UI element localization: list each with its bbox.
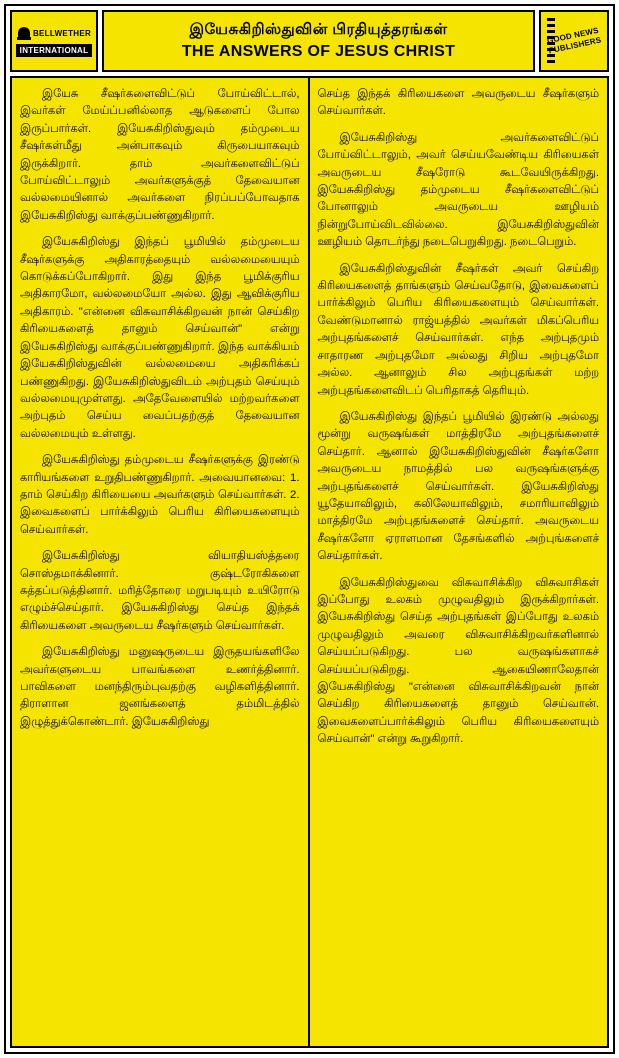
paragraph: இயேசுகிறிஸ்து வியாதியஸ்த்தரை சொஸ்தமாக்கினார். குஷ்டரோகிகளை சுத்தப்படுத்தினார். மரித்தோரை மறுபடியும் உயிரோடு எழும்ச்செய்தார். இயேசுகிறிஸ்து செய்த இந்தக் கிரியைகளை அவருடைய சீஷர்களும் செய்வார்கள். [20,550,300,632]
paragraph: செய்த இந்தக் கிரியைகளை அவருடைய சீஷர்களும் செய்வார்கள். [317,88,599,118]
title-english: THE ANSWERS OF JESUS CHRIST [181,43,456,60]
logo-line2: INTERNATIONAL [16,44,93,57]
document-frame [4,4,615,1054]
paragraph: இயேசுகிறிஸ்து மனுஷருடைய இருதயங்களிலே அவர்களுடைய பாவங்களை உணர்த்தினார். பாவிகளை மனந்திரும்புவதற்கு வழிகளித்தினார். திராளான ஜனங்களைத் தம்மிடத்தில் இழுத்துக்கொண்டார். இயேசுகிறிஸ்து [20,646,300,728]
logo-line1: BELLWETHER [32,28,92,38]
article-body [10,76,609,1048]
paragraph: இயேசுகிறிஸ்து அவர்களைவிட்டுப் போய்விட்டாலும், அவர் செய்யவேண்டிய கிரியைகள் அவருடைய சீஷரோடு கூடவேயிருக்கிறது. இயேசுகிறிஸ்து தம்முடைய சீஷர்களைவிட்டுப் போனாலும் அவருடைய ஊழியம் நின்றுபோய்விடவில்லை. இயேசுகிறிஸ்துவின் ஊழியம் தொடர்ந்து நடைபெறுகிறது. நடைபெறும். [317,131,599,249]
right-column [310,78,608,1046]
paragraph: இயேசுகிறிஸ்துவின் சீஷர்கள் அவர் செய்கிற கிரியைகளைத் தாங்களும் செய்வதோடு, இவைகளைப் பார்க்கிலும் பெரிய கிரியைகளையும் செய்வார்கள். வேண்டுமானால் ராஜ்யத்தில் அவர்கள் மிகப்பெரிய அற்புதங்களைச் செய்வார்கள். எந்த அற்புதமும் சாதாரண அற்புதமோ அல்லது சிறிய அற்புதமோ அல்ல. ஆனாலும் சில அற்புதங்கள் மற்ற அற்புதங்களைவிடப் பெரிதாகத் தெரியும். [317,262,599,397]
bellwether-logo [10,10,98,72]
paragraph: இயேசுகிறிஸ்து இந்தப் பூமியில் இரண்டு அல்லது மூன்று வருஷங்கள் மாத்திரமே அற்புதங்களைச் செய்தார். ஆனால் இயேசுகிறிஸ்துவின் சீஷர்களோ அவருடைய நாமத்தில் பல வருஷங்களுக்கு அற்புதங்களைச் செய்வார்கள். இயேசுகிறிஸ்து யூதேயாவிலும், கலிலேயாவிலும், சமாரியாவிலும் மாத்திரமே அற்புதங்களைச் செய்தார். அவருடைய சீஷர்களோ ஏராளமான தேசங்களில் அற்புங்களைச் செய்தார்கள். [317,410,599,563]
paragraph: இயேசுகிறிஸ்துவை விசுவாசிக்கிற விசுவாசிகள் இப்போது உலகம் முழுவதிலும் இருக்கிறார்கள். இயேசுகிறிஸ்து செய்த அற்புதங்கள் இப்போது உலகம் முழுவதிலும் அவரை விசுவாசிக்கிறவர்களினால் செய்யப்படுகிறது. பல வருஷங்களாகச் செய்யப்படுகிறது. ஆகையிணாலேதான் இயேசுகிறிஸ்து "என்னை விசுவாசிக்கிறவன் நான் செய்கிற கிரியைகளைத் தானும் செய்வான். இவைகளைப்பார்க்கிலும் பெரிய கிரியைகளையும் செய்வான்" என்று கூறுகிறார். [317,576,599,746]
paragraph: இயேசு சீஷர்களைவிட்டுப் போய்விட்டால், இவர்கள் மேய்ப்பனில்லாத ஆடுகளைப் போல இருப்பார்கள். இயேசுகிறிஸ்துவும் தம்முடைய சீஷர்கள்மீது அன்பாகவும் கிருபையாகவும் இருக்கிறார். தாம் அவர்களைவிட்டுப் போய்விட்டாலும் அவர்களுக்குத் தேவையான வல்லமையினால் அவர்களை நிரப்பப்போவதாக இயேசுகிறிஸ்து வாக்குப்பண்ணுகிறார். [20,88,300,222]
bell-icon [17,25,31,41]
good-news-publishers-logo [539,10,609,72]
paragraph: இயேசுகிறிஸ்து தம்முடைய சீஷர்களுக்கு இரண்டு காரியங்களை உறுதிபண்ணுகிறார். அவையானவை: 1. தாம் செய்கிற கிரியையை அவர்களும் செய்வார்கள். 2. இவைகளைப் பார்க்கிலும் பெரிய கிரியைகளையும் செய்வார்கள். [20,454,300,536]
publisher-label: GOOD NEWS PUBLISHERS [546,25,603,56]
title-block [102,10,535,72]
paragraph: இயேசுகிறிஸ்து இந்தப் பூமியில் தம்முடைய சீஷர்களுக்கு அதிகாரத்தையும் வல்லமையையும் கொடுக்கப்போகிறார். இது இந்த பூமிக்குரிய அதிகாரமோ, வல்லமையோ அல்ல. இது ஆவிக்குரிய அதிகாரம். "என்னை விசுவாசிக்கிறவன் நான் செய்கிற கிரியைகளைத் தானும் செய்வான்" என்று இயேசுகிறிஸ்து வாக்குப்பண்ணுகிறார். இந்த வாக்கியம் இயேசுகிறிஸ்துவின் வல்லமையை அதிகரிக்கப் பண்ணுகிறது. இயேசுகிறிஸ்துவிடம் அற்புதம் செய்யும் வல்லமையுமுள்ளது. அதேவேளையில் மற்றவர்களை அற்புதம் செய்ய வைப்பதற்குத் தேவையான வல்லமையும் உள்ளது. [20,236,300,440]
left-column [12,78,310,1046]
title-tamil: இயேசுகிறிஸ்துவின் பிரதியுத்தரங்கள் [189,21,448,38]
document-header [6,6,613,76]
